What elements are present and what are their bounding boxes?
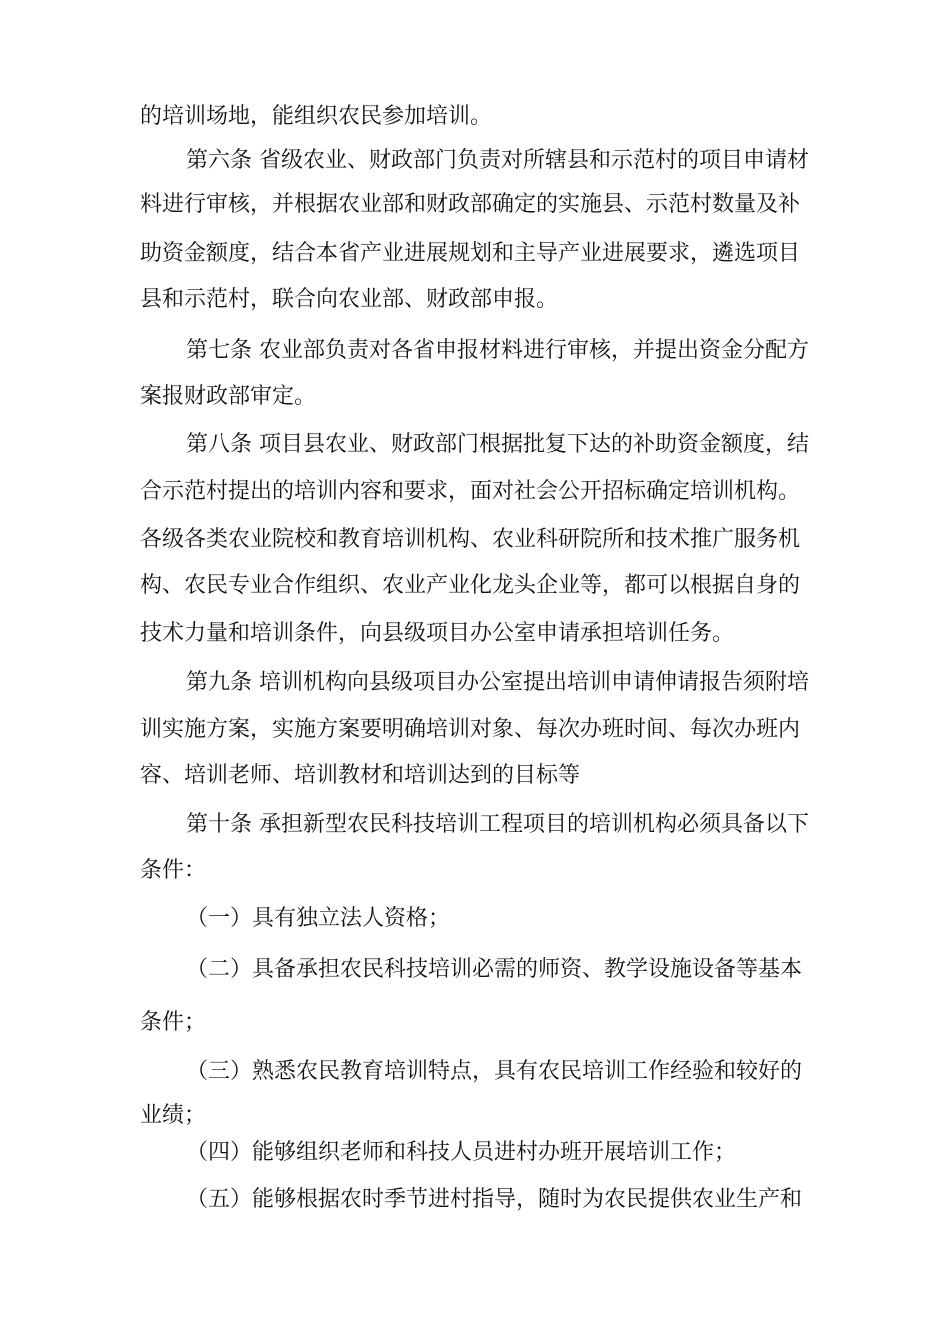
article-7-line: 第七条 农业部负责对各省申报材料进行审核，并提出资金分配方 [186,338,809,363]
article-8-line: 第八条 项目县农业、财政部门根据批复下达的补助资金额度，结 [186,432,809,457]
text-line: 的培训场地，能组织农民参加培训。 [140,104,493,129]
text-line: 县和示范村，联合向农业部、财政部申报。 [140,287,559,312]
text-line: 助资金额度，结合本省产业进展规划和主导产业进展要求，遴选项目 [140,241,801,266]
text-line: 技术力量和培训条件，向县级项目办公室申请承担培训任务。 [140,621,735,646]
text-line: 案报财政部审定。 [140,384,317,409]
text-line: 业绩； [140,1103,207,1128]
text-line: 容、培训老师、培训教材和培训达到的目标等 [140,763,581,788]
text-line: 合示范村提出的培训内容和要求，面对社会公开招标确定培训机构。 [140,479,801,504]
list-item-5: （五）能够根据农时季节进村指导，随时为农民提供农业生产和 [186,1187,803,1212]
article-6-line: 第六条 省级农业、财政部门负责对所辖县和示范村的项目申请材 [186,148,809,173]
list-item-2: （二）具备承担农民科技培训必需的师资、教学设施设备等基本 [186,957,803,982]
list-item-1: （一）具有独立法人资格； [186,906,451,931]
text-line: 构、农民专业合作组织、农业产业化龙头企业等，都可以根据自身的 [140,573,801,598]
text-line: 训实施方案，实施方案要明确培训对象、每次办班时间、每次办班内 [140,717,801,742]
text-line: 条件； [140,1010,207,1035]
text-line: 各级各类农业院校和教育培训机构、农业科研院所和技术推广服务机 [140,527,801,552]
article-10-line: 第十条 承担新型农民科技培训工程项目的培训机构必须具备以下 [186,812,809,837]
article-9-line: 第九条 培训机构向县级项目办公室提出培训申请伸请报告须附培 [186,670,809,695]
list-item-4: （四）能够组织老师和科技人员进村办班开展培训工作； [186,1140,737,1165]
text-line: 料进行审核，并根据农业部和财政部确定的实施县、示范村数量及补 [140,192,801,217]
text-line: 条件： [140,858,207,883]
list-item-3: （三）熟悉农民教育培训特点，具有农民培训工作经验和较好的 [186,1059,803,1084]
